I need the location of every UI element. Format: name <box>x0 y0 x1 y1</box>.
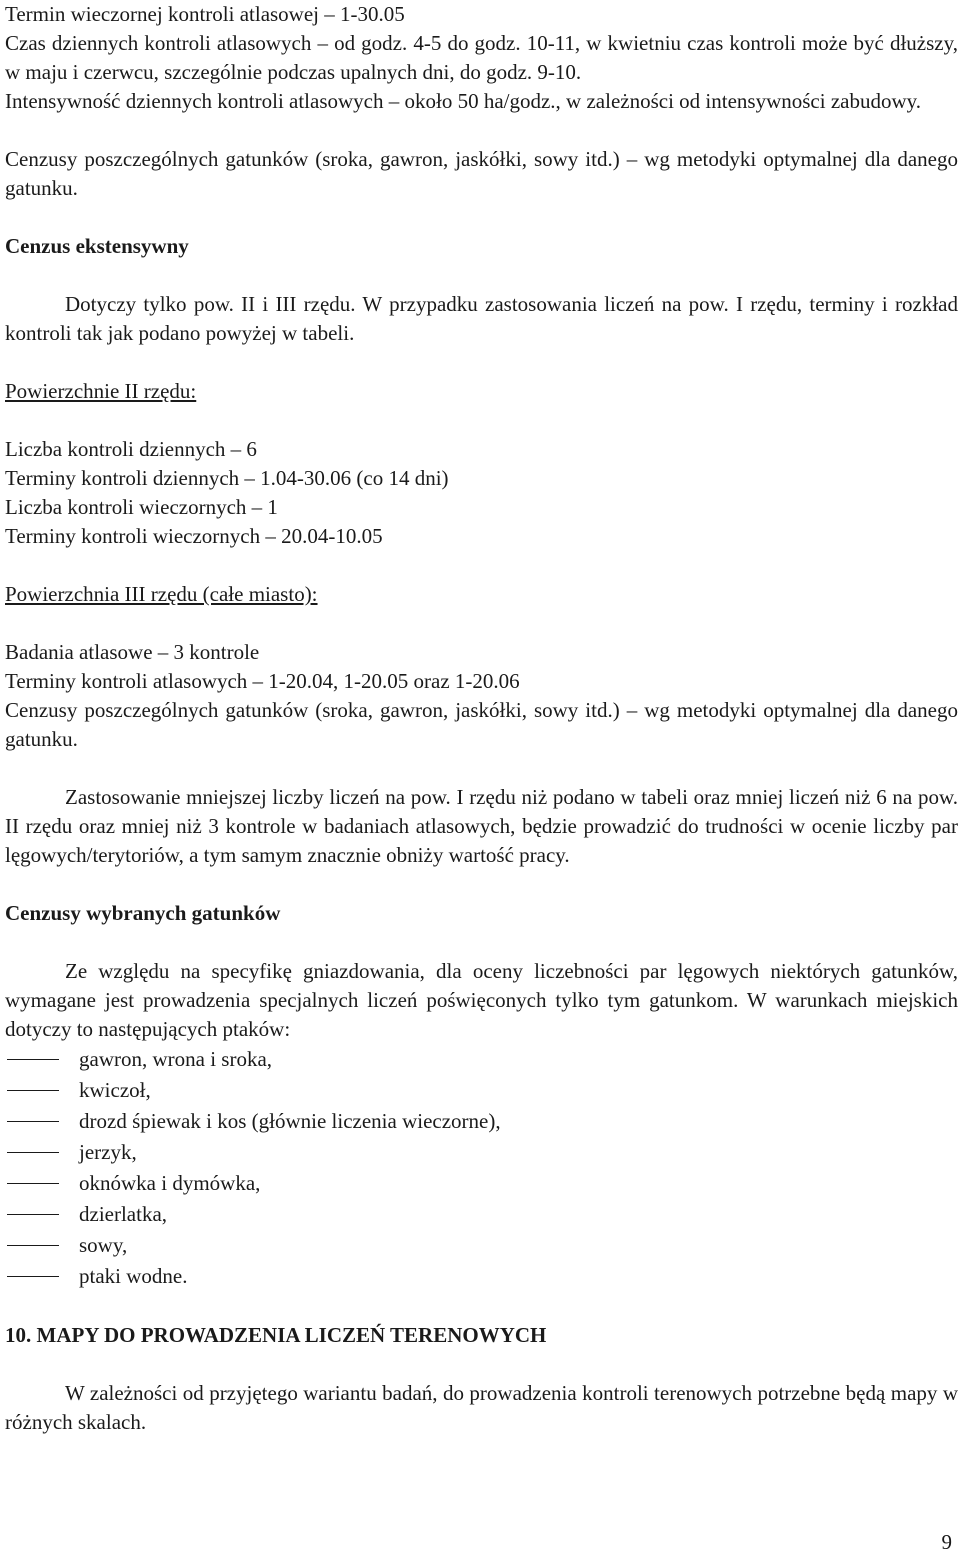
document-page <box>5 0 958 1437</box>
page-number: 9 <box>941 1530 952 1554</box>
area-2-heading: Powierzchnie II rzędu: <box>5 379 197 403</box>
list-item: drozd śpiewak i kos (głównie liczenia wieczorne), <box>5 1106 958 1137</box>
area-2-item: Liczba kontroli dziennych – 6 <box>5 437 257 461</box>
dash-icon <box>7 1090 59 1091</box>
list-item: dzierlatka, <box>5 1199 958 1230</box>
evening-atlas-term: Termin wieczornej kontroli atlasowej – 1-30.05 <box>5 2 405 26</box>
dash-icon <box>7 1152 59 1153</box>
dash-icon <box>7 1121 59 1122</box>
dash-icon <box>7 1059 59 1060</box>
list-item: gawron, wrona i sroka, <box>5 1044 958 1075</box>
area-2-item: Terminy kontroli dziennych – 1.04-30.06 (co 14 dni) <box>5 466 449 490</box>
selected-species-intro: Ze względu na specyfikę gniazdowania, dla oceny liczebności par lęgowych niektórych gatunków, wymagane jest prowadzenia specjalnych liczeń poświęconych tylko tym gatunkom. W warunkach miejskich dotyczy to następujących ptaków: <box>5 959 958 1041</box>
dash-icon <box>7 1183 59 1184</box>
section-10-heading: 10. MAPY DO PROWADZENIA LICZEŃ TERENOWYCH <box>5 1323 547 1347</box>
dash-icon <box>7 1276 59 1277</box>
area-2-item: Liczba kontroli wieczornych – 1 <box>5 495 278 519</box>
list-item: ptaki wodne. <box>5 1261 958 1292</box>
dash-icon <box>7 1245 59 1246</box>
list-item: sowy, <box>5 1230 958 1261</box>
section-10-text: W zależności od przyjętego wariantu badań, do prowadzenia kontroli terenowych potrzebne będą mapy w różnych skalach. <box>5 1381 958 1434</box>
daytime-atlas-time: Czas dziennych kontroli atlasowych – od godz. 4-5 do godz. 10-11, w kwietniu czas kontroli może być dłuższy, w maju i czerwcu, szczególnie podczas upalnych dni, do godz. 9-10. <box>5 31 958 84</box>
list-item: jerzyk, <box>5 1137 958 1168</box>
area-3-census-note: Cenzusy poszczególnych gatunków (sroka, gawron, jaskółki, sowy itd.) – wg metodyki optymalnej dla danego gatunku. <box>5 698 958 751</box>
area-2-item: Terminy kontroli wieczornych – 20.04-10.05 <box>5 524 383 548</box>
dash-icon <box>7 1214 59 1215</box>
area-3-item: Badania atlasowe – 3 kontrole <box>5 640 260 664</box>
census-extensive-heading: Cenzus ekstensywny <box>5 234 189 258</box>
area-3-item: Terminy kontroli atlasowych – 1-20.04, 1-20.05 oraz 1-20.06 <box>5 669 520 693</box>
list-item: oknówka i dymówka, <box>5 1168 958 1199</box>
area-3-heading: Powierzchnia III rzędu (całe miasto): <box>5 582 318 606</box>
species-census-note: Cenzusy poszczególnych gatunków (sroka, gawron, jaskółki, sowy itd.) – wg metodyki optymalnej dla danego gatunku. <box>5 147 958 200</box>
species-list <box>5 1044 958 1292</box>
warning-paragraph: Zastosowanie mniejszej liczby liczeń na pow. I rzędu niż podano w tabeli oraz mniej liczeń niż 6 na pow. II rzędu oraz mniej niż 3 kontrole w badaniach atlasowych, będzie prowadzić do trudności w ocenie liczby par lęgowych/terytoriów, a tym samym znacznie obniży wartość pracy. <box>5 785 958 867</box>
daytime-atlas-intensity: Intensywność dziennych kontroli atlasowych – około 50 ha/godz., w zależności od intensywności zabudowy. <box>5 89 922 113</box>
list-item: kwiczoł, <box>5 1075 958 1106</box>
census-extensive-intro: Dotyczy tylko pow. II i III rzędu. W przypadku zastosowania liczeń na pow. I rzędu, terminy i rozkład kontroli tak jak podano powyżej w tabeli. <box>5 292 958 345</box>
selected-species-heading: Cenzusy wybranych gatunków <box>5 901 281 925</box>
